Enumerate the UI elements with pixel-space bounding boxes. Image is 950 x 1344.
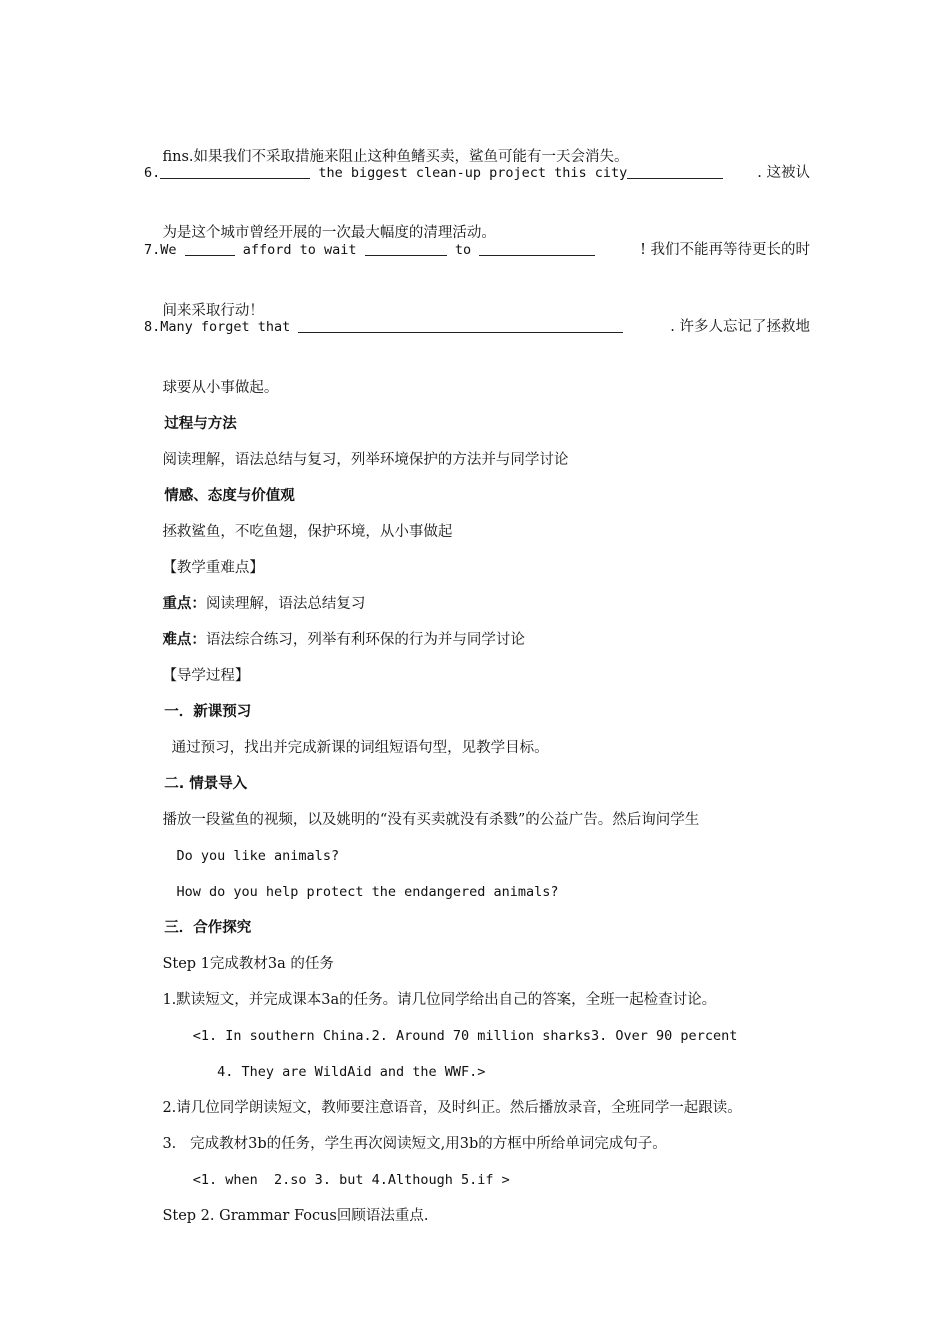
answer-blank: [365, 241, 447, 256]
text: fins.如果我们不采取措施来阻止这种鱼鳍买卖，鲨鱼可能有一天会消失。: [162, 149, 629, 165]
text: . 这被认: [757, 165, 810, 181]
text: the biggest clean-up project this city: [310, 165, 628, 181]
text: 【导学过程】: [162, 668, 250, 684]
text: 三．合作探究: [164, 920, 252, 936]
text: How do you help protect the endangered animals?: [176, 884, 559, 900]
line-item-6: [144, 163, 810, 183]
text: <1. when 2.so 3. but 4.Although 5.if >: [176, 1172, 510, 1188]
text: 3. 完成教材3b的任务，学生再次阅读短文,用3b的方框中所给单词完成句子。: [162, 1136, 667, 1152]
text: 语法综合练习，列举有利环保的行为并与同学讨论: [205, 632, 525, 648]
text: 阅读理解，语法总结复习: [205, 596, 366, 612]
label: 难点：: [162, 632, 206, 648]
text: afford to wait: [234, 242, 365, 258]
answer-blank: [479, 241, 595, 256]
text: 过程与方法: [164, 416, 237, 432]
text: <1. In southern China.2. Around 70 million sharks3. Over 90 percent: [176, 1028, 738, 1044]
text: 播放一段鲨鱼的视频，以及姚明的“没有买卖就没有杀戮”的公益广告。然后询问学生: [162, 812, 700, 828]
text: 6.: [144, 165, 161, 181]
text: 4. They are WildAid and the WWF.>: [176, 1064, 486, 1080]
line-item-8: [144, 317, 810, 337]
text: 二. 情景导入: [164, 776, 248, 792]
answer-blank: [160, 164, 310, 179]
text: Step 1完成教材3a 的任务: [162, 956, 334, 972]
text: Step 2. Grammar Focus回顾语法重点.: [162, 1208, 429, 1224]
answer-blank: [298, 318, 623, 333]
text: 为是这个城市曾经开展的一次最大幅度的清理活动。: [162, 225, 496, 241]
text: 球要从小事做起。: [162, 380, 279, 396]
text: 2.请几位同学朗读短文，教师要注意语音，及时纠正。然后播放录音，全班同学一起跟读。: [162, 1100, 742, 1116]
text: 1.默读短文，并完成课本3a的任务。请几位同学给出自己的答案，全班一起检查讨论。: [162, 992, 717, 1008]
line-step-2: [144, 1186, 428, 1246]
item-8-segment: [144, 317, 623, 337]
text: 间来采取行动！: [162, 303, 264, 319]
text: 通过预习，找出并完成新课的词组短语句型，见教学目标。: [162, 740, 549, 756]
text: 情感、态度与价值观: [164, 488, 295, 504]
label: 重点：: [162, 596, 206, 612]
text: Do you like animals?: [176, 848, 340, 864]
text: to: [446, 242, 480, 258]
answer-blank: [185, 241, 235, 256]
text: 7.We: [144, 242, 185, 258]
text: 8.Many forget that: [144, 319, 299, 335]
item-6-segment: [144, 163, 723, 183]
text: 拯救鲨鱼，不吃鱼翅，保护环境，从小事做起: [162, 524, 453, 540]
text: 【教学重难点】: [162, 560, 264, 576]
answer-blank: [627, 164, 723, 179]
line-item-7: [144, 240, 810, 260]
text: . 许多人忘记了拯救地: [670, 319, 810, 335]
item-7-segment: [144, 240, 595, 260]
text: ! 我们不能再等待更长的时: [640, 242, 810, 258]
text: 一．新课预习: [164, 704, 252, 720]
text: 阅读理解，语法总结与复习，列举环境保护的方法并与同学讨论: [162, 452, 569, 468]
